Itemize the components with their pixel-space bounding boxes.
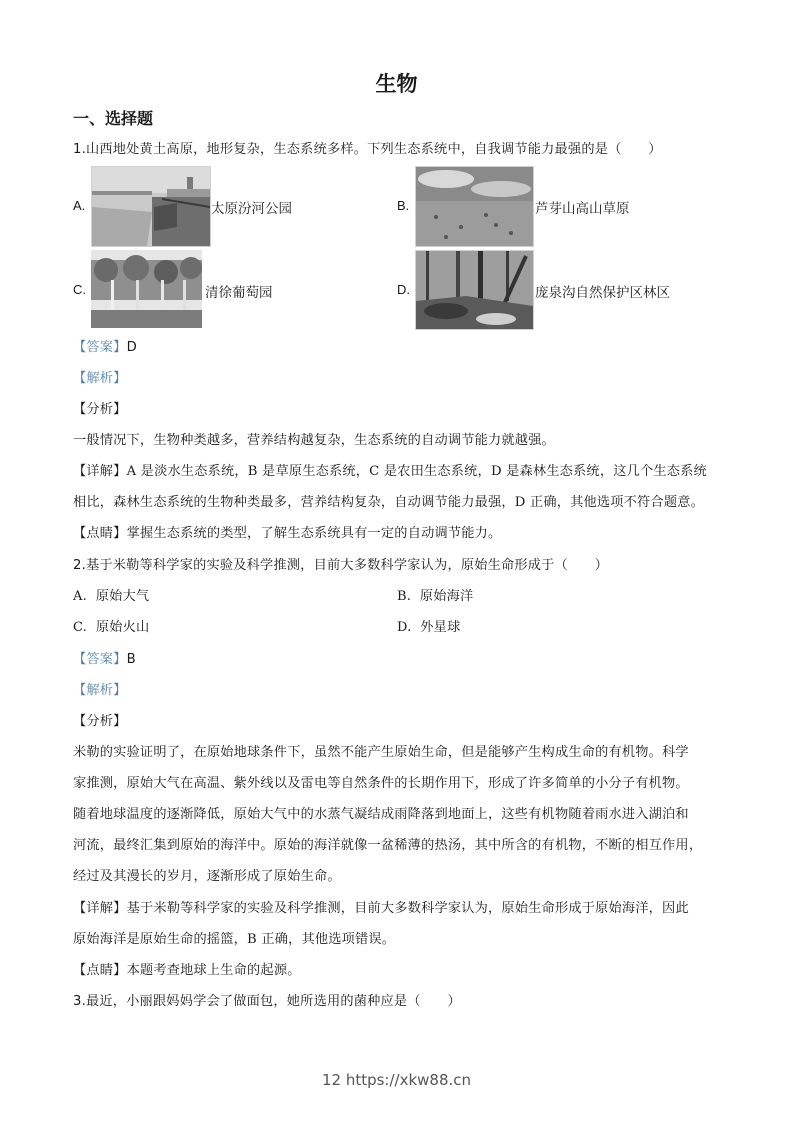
q2-option-d (397, 618, 460, 638)
detail-label: 【详解】 (73, 464, 127, 479)
question-1-stem: 1.山西地处黄土高原，地形复杂，生态系统多样。下列生态系统中，自我调节能力最强的是（ ） (73, 142, 662, 157)
option-text: 外星球 (420, 620, 461, 635)
q2-fenxi-line-4: 河流，最终汇集到原始的海洋中。原始的海洋就像一盆稀薄的热汤，其中所含的有机物，不断的相互作用， (73, 838, 703, 853)
q1-option-d-text: 庞泉沟自然保护区林区 (535, 285, 670, 301)
page-footer: 12 https://xkw88.cn (321, 1071, 472, 1089)
forest-reserve-photo (415, 250, 534, 330)
detail-text: A 是淡水生态系统，B 是草原生态系统，C 是农田生态系统，D 是森林生态系统，这几个生态系统 (126, 464, 707, 479)
q1-option-a-letter: A. (73, 198, 86, 213)
q2-fenxi-label: 【分析】 (73, 714, 127, 729)
detail-label: 【详解】 (73, 901, 127, 916)
q1-fenxi-text: 一般情况下，生物种类越多，营养结构越复杂，生态系统的自动调节能力就越强。 (73, 433, 555, 448)
q2-detail-line-1 (73, 899, 689, 919)
detail-text: 基于米勒等科学家的实验及科学推测，目前大多数科学家认为，原始生命形成于原始海洋，因此 (126, 901, 689, 916)
answer-value: D (126, 340, 137, 355)
q2-dianjing (73, 961, 301, 981)
question-3-stem: 3.最近，小丽跟妈妈学会了做面包，她所选用的菌种应是（ ） (73, 994, 461, 1009)
q2-detail-line-2: 原始海洋是原始生命的摇篮，B 正确，其他选项错误。 (73, 932, 396, 947)
q1-option-d-letter: D. (397, 282, 410, 297)
section-heading: 一、选择题 (73, 109, 154, 128)
q1-detail-line-2: 相比，森林生态系统的生物种类最多，营养结构复杂，自动调节能力最强，D 正确，其他选项不符合题意。 (73, 495, 704, 510)
dianjing-label: 【点睛】 (73, 526, 127, 541)
option-text: 原始火山 (95, 620, 150, 635)
q2-fenxi-line-3: 随着地球温度的逐渐降低，原始大气中的水蒸气凝结成雨降落到地面上，这些有机物随着雨水进入湖泊和 (73, 807, 689, 822)
q1-option-c-text: 清徐葡萄园 (205, 285, 273, 301)
q1-option-c-letter: C. (73, 282, 86, 297)
q2-option-b (397, 587, 473, 607)
q1-analysis-label: 【解析】 (73, 371, 127, 386)
q1-answer (73, 338, 137, 358)
option-letter: A. (73, 589, 87, 604)
q2-option-c (73, 618, 149, 638)
answer-label: 【答案】 (73, 652, 127, 667)
option-letter: C. (73, 620, 88, 635)
q2-analysis-label: 【解析】 (73, 683, 127, 698)
river-park-photo (91, 166, 211, 247)
q1-fenxi-label: 【分析】 (73, 402, 127, 417)
option-text: 原始海洋 (419, 589, 474, 604)
q2-fenxi-line-5: 经过及其漫长的岁月，逐渐形成了原始生命。 (73, 869, 341, 884)
q1-detail-line-1 (73, 462, 707, 482)
q2-option-a (73, 587, 149, 607)
page-title: 生物 (375, 72, 418, 96)
q1-dianjing (73, 524, 501, 544)
answer-label: 【答案】 (73, 340, 127, 355)
q2-fenxi-line-2: 家推测，原始大气在高温、紫外线以及雷电等自然条件的长期作用下，形成了许多简单的小分子有机物。 (73, 776, 689, 791)
vineyard-photo (91, 250, 202, 328)
alpine-grassland-photo (415, 166, 534, 247)
q2-fenxi-line-1: 米勒的实验证明了，在原始地球条件下，虽然不能产生原始生命，但是能够产生构成生命的有机物。科学 (73, 745, 689, 760)
dianjing-label: 【点睛】 (73, 963, 127, 978)
option-text: 原始大气 (95, 589, 150, 604)
q2-answer (73, 650, 136, 670)
q1-option-b-text: 芦芽山高山草原 (535, 201, 630, 217)
dianjing-text: 掌握生态系统的类型，了解生态系统具有一定的自动调节能力。 (126, 526, 502, 541)
option-letter: B. (397, 589, 412, 604)
answer-value: B (126, 652, 136, 667)
q1-option-a-text: 太原汾河公园 (211, 201, 292, 217)
question-2-stem: 2.基于米勒等科学家的实验及科学推测，目前大多数科学家认为，原始生命形成于（ ） (73, 558, 609, 573)
option-letter: D. (397, 620, 412, 635)
dianjing-text: 本题考查地球上生命的起源。 (126, 963, 301, 978)
q1-option-b-letter: B. (397, 198, 410, 213)
